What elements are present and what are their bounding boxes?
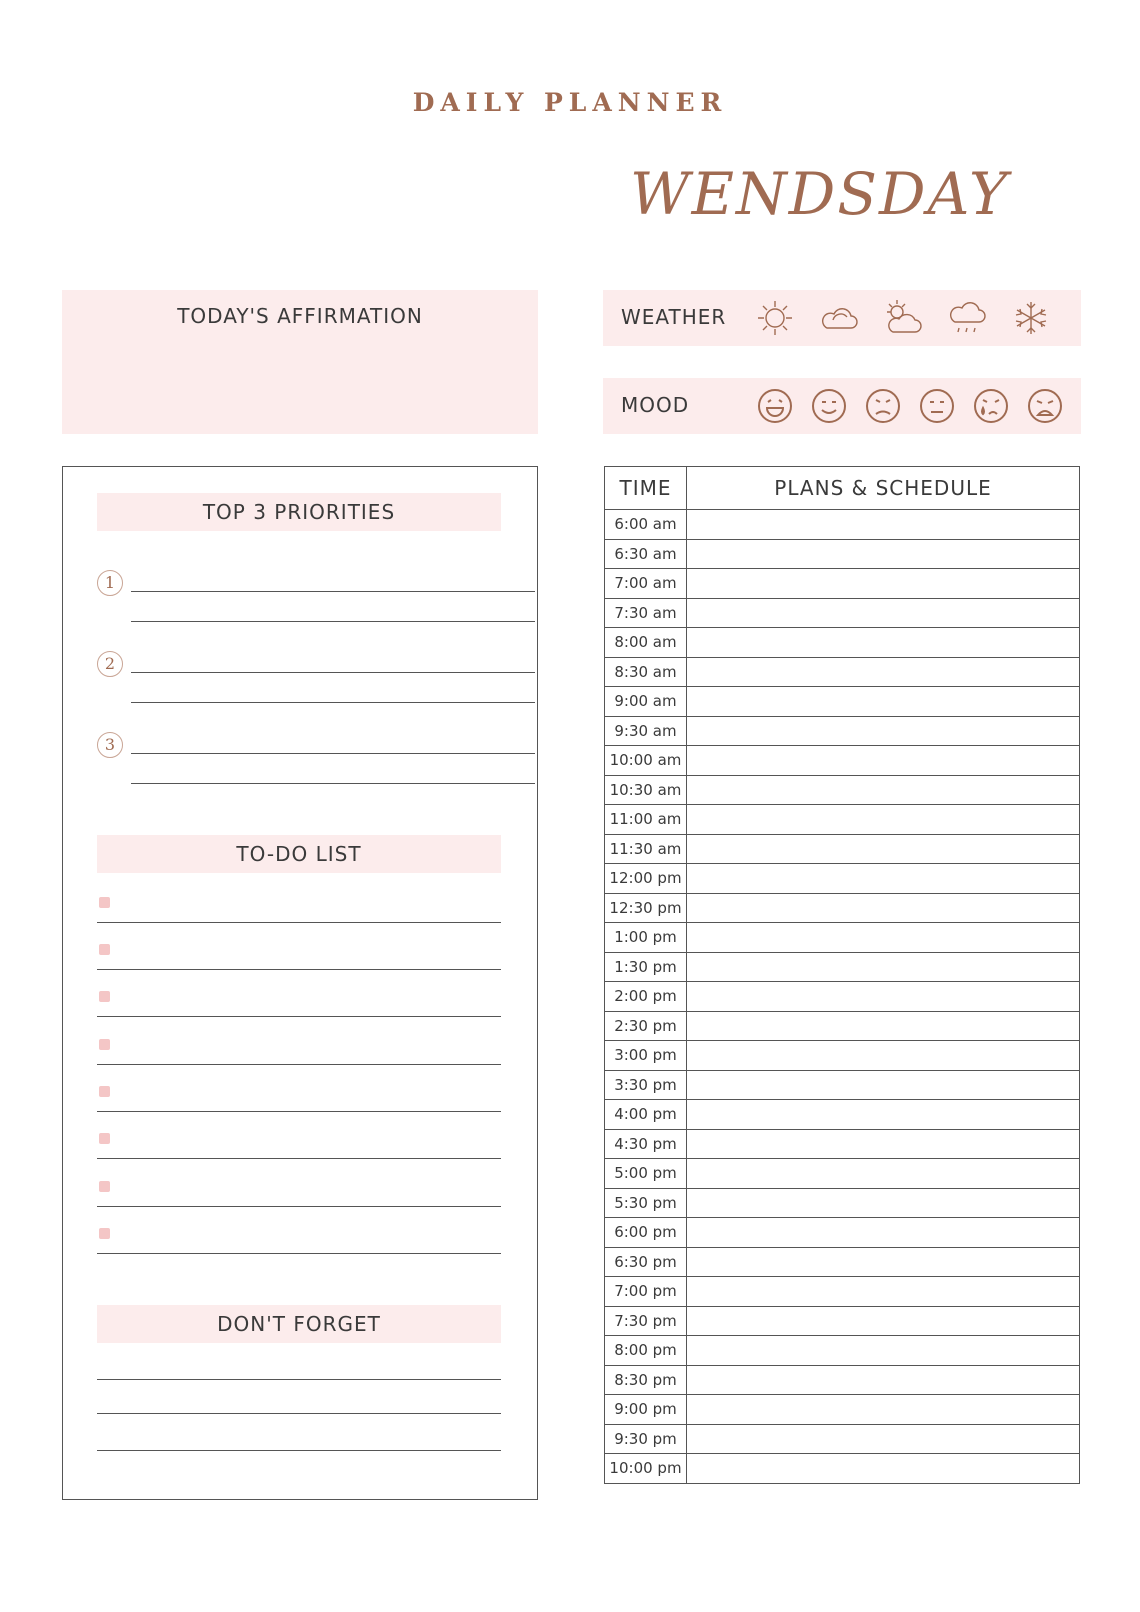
plan-cell[interactable] xyxy=(687,687,1080,717)
time-slot-label: 7:00 am xyxy=(605,569,687,599)
todo-checkbox[interactable] xyxy=(99,1181,110,1192)
weather-label: WEATHER xyxy=(621,305,727,329)
schedule-row xyxy=(605,539,1080,569)
plan-cell[interactable] xyxy=(687,657,1080,687)
time-slot-label: 2:00 pm xyxy=(605,982,687,1012)
plan-cell[interactable] xyxy=(687,952,1080,982)
plan-cell[interactable] xyxy=(687,1424,1080,1454)
plan-cell[interactable] xyxy=(687,539,1080,569)
schedule-row xyxy=(605,1247,1080,1277)
time-slot-label: 4:00 pm xyxy=(605,1100,687,1130)
plan-cell[interactable] xyxy=(687,1277,1080,1307)
sad-face-icon[interactable] xyxy=(861,384,905,428)
affirmation-label: TODAY'S AFFIRMATION xyxy=(177,304,423,328)
plan-cell[interactable] xyxy=(687,982,1080,1012)
schedule-row xyxy=(605,1070,1080,1100)
time-slot-label: 2:30 pm xyxy=(605,1011,687,1041)
time-slot-label: 5:30 pm xyxy=(605,1188,687,1218)
schedule-row xyxy=(605,1424,1080,1454)
plan-cell[interactable] xyxy=(687,1247,1080,1277)
schedule-row xyxy=(605,687,1080,717)
plan-cell[interactable] xyxy=(687,1395,1080,1425)
plan-cell[interactable] xyxy=(687,1336,1080,1366)
time-slot-label: 3:30 pm xyxy=(605,1070,687,1100)
plan-cell[interactable] xyxy=(687,1365,1080,1395)
weather-row xyxy=(603,290,1081,346)
schedule-row xyxy=(605,805,1080,835)
plan-cell[interactable] xyxy=(687,864,1080,894)
todo-line[interactable] xyxy=(97,1111,501,1112)
dont-forget-header xyxy=(97,1305,501,1343)
schedule-row xyxy=(605,1011,1080,1041)
plan-cell[interactable] xyxy=(687,1070,1080,1100)
plan-cell[interactable] xyxy=(687,1454,1080,1484)
cloud-icon[interactable] xyxy=(817,296,861,340)
priority-1-line-2[interactable] xyxy=(131,621,535,622)
time-slot-label: 9:30 pm xyxy=(605,1424,687,1454)
schedule-row xyxy=(605,775,1080,805)
schedule-row xyxy=(605,1395,1080,1425)
schedule-row xyxy=(605,864,1080,894)
time-slot-label: 8:00 pm xyxy=(605,1336,687,1366)
schedule-row xyxy=(605,510,1080,540)
crying-face-icon[interactable] xyxy=(969,384,1013,428)
time-slot-label: 6:00 am xyxy=(605,510,687,540)
schedule-row xyxy=(605,1277,1080,1307)
time-slot-label: 6:30 pm xyxy=(605,1247,687,1277)
time-slot-label: 11:00 am xyxy=(605,805,687,835)
time-slot-label: 10:00 pm xyxy=(605,1454,687,1484)
time-slot-label: 7:30 am xyxy=(605,598,687,628)
time-slot-label: 6:00 pm xyxy=(605,1218,687,1248)
priorities-label: TOP 3 PRIORITIES xyxy=(202,500,396,524)
time-slot-label: 8:00 am xyxy=(605,628,687,658)
todo-checkbox[interactable] xyxy=(99,1086,110,1097)
plan-cell[interactable] xyxy=(687,716,1080,746)
schedule-row xyxy=(605,569,1080,599)
plan-cell[interactable] xyxy=(687,1218,1080,1248)
todo-checkbox[interactable] xyxy=(99,1039,110,1050)
schedule-row xyxy=(605,952,1080,982)
priorities-header xyxy=(97,493,501,531)
day-name: WENDSDAY xyxy=(630,160,1010,228)
schedule-row xyxy=(605,1041,1080,1071)
time-slot-label: 4:30 pm xyxy=(605,1129,687,1159)
todo-label: TO-DO LIST xyxy=(236,842,362,866)
schedule-row xyxy=(605,657,1080,687)
plan-cell[interactable] xyxy=(687,893,1080,923)
priority-number-3: 3 xyxy=(97,732,123,758)
schedule-row xyxy=(605,1100,1080,1130)
priority-3-line-2[interactable] xyxy=(131,783,535,784)
dont-forget-line[interactable] xyxy=(97,1413,501,1414)
plans-header: PLANS & SCHEDULE xyxy=(687,467,1080,510)
schedule-table xyxy=(604,466,1080,1484)
plan-cell[interactable] xyxy=(687,746,1080,776)
priority-3-line-1[interactable] xyxy=(131,753,535,754)
time-slot-label: 10:00 am xyxy=(605,746,687,776)
plan-cell[interactable] xyxy=(687,628,1080,658)
smiling-face-icon[interactable] xyxy=(807,384,851,428)
todo-checkbox[interactable] xyxy=(99,944,110,955)
todo-line[interactable] xyxy=(97,1016,501,1017)
mood-row xyxy=(603,378,1081,434)
neutral-face-icon[interactable] xyxy=(915,384,959,428)
todo-line[interactable] xyxy=(97,1158,501,1159)
schedule-row xyxy=(605,1218,1080,1248)
schedule-row xyxy=(605,746,1080,776)
plan-cell[interactable] xyxy=(687,1041,1080,1071)
plan-cell[interactable] xyxy=(687,1011,1080,1041)
plan-cell[interactable] xyxy=(687,510,1080,540)
dont-forget-line[interactable] xyxy=(97,1379,501,1380)
time-slot-label: 5:00 pm xyxy=(605,1159,687,1189)
time-slot-label: 12:00 pm xyxy=(605,864,687,894)
todo-line[interactable] xyxy=(97,1206,501,1207)
priority-2-line-1[interactable] xyxy=(131,672,535,673)
time-slot-label: 12:30 pm xyxy=(605,893,687,923)
schedule-row xyxy=(605,982,1080,1012)
schedule-row xyxy=(605,923,1080,953)
schedule-row xyxy=(605,1306,1080,1336)
plan-cell[interactable] xyxy=(687,569,1080,599)
time-header: TIME xyxy=(605,467,687,510)
partly-cloudy-icon[interactable] xyxy=(881,296,925,340)
left-panel xyxy=(62,466,538,1500)
rain-icon[interactable] xyxy=(945,296,989,340)
plan-cell[interactable] xyxy=(687,1306,1080,1336)
plan-cell[interactable] xyxy=(687,923,1080,953)
todo-line[interactable] xyxy=(97,922,501,923)
schedule-row xyxy=(605,598,1080,628)
plan-cell[interactable] xyxy=(687,805,1080,835)
planner-title: DAILY PLANNER xyxy=(412,88,728,117)
priority-number-2: 2 xyxy=(97,651,123,677)
time-slot-label: 7:00 pm xyxy=(605,1277,687,1307)
time-slot-label: 10:30 am xyxy=(605,775,687,805)
time-slot-label: 9:00 pm xyxy=(605,1395,687,1425)
plan-cell[interactable] xyxy=(687,1188,1080,1218)
schedule-row xyxy=(605,628,1080,658)
time-slot-label: 8:30 am xyxy=(605,657,687,687)
schedule-row xyxy=(605,1365,1080,1395)
time-slot-label: 1:30 pm xyxy=(605,952,687,982)
plan-cell[interactable] xyxy=(687,598,1080,628)
plan-cell[interactable] xyxy=(687,1129,1080,1159)
priority-1-line-1[interactable] xyxy=(131,591,535,592)
todo-line[interactable] xyxy=(97,969,501,970)
time-slot-label: 6:30 am xyxy=(605,539,687,569)
angry-face-icon[interactable] xyxy=(1023,384,1067,428)
time-slot-label: 9:00 am xyxy=(605,687,687,717)
dont-forget-label: DON'T FORGET xyxy=(217,1312,381,1336)
plan-cell[interactable] xyxy=(687,1159,1080,1189)
schedule-row xyxy=(605,893,1080,923)
plan-cell[interactable] xyxy=(687,775,1080,805)
todo-header xyxy=(97,835,501,873)
todo-line[interactable] xyxy=(97,1253,501,1254)
plan-cell[interactable] xyxy=(687,1100,1080,1130)
priority-2-line-2[interactable] xyxy=(131,702,535,703)
todo-checkbox[interactable] xyxy=(99,1133,110,1144)
schedule-row xyxy=(605,1454,1080,1484)
sun-icon[interactable] xyxy=(753,296,797,340)
schedule-header-row xyxy=(605,467,1080,510)
schedule-row xyxy=(605,1129,1080,1159)
snowflake-icon[interactable] xyxy=(1009,296,1053,340)
schedule-row xyxy=(605,1336,1080,1366)
schedule-row xyxy=(605,834,1080,864)
time-slot-label: 1:00 pm xyxy=(605,923,687,953)
affirmation-box[interactable] xyxy=(62,290,538,434)
time-slot-label: 9:30 am xyxy=(605,716,687,746)
time-slot-label: 8:30 pm xyxy=(605,1365,687,1395)
schedule-row xyxy=(605,716,1080,746)
time-slot-label: 3:00 pm xyxy=(605,1041,687,1071)
mood-label: MOOD xyxy=(621,393,690,417)
laughing-face-icon[interactable] xyxy=(753,384,797,428)
todo-checkbox[interactable] xyxy=(99,991,110,1002)
todo-checkbox[interactable] xyxy=(99,897,110,908)
schedule-row xyxy=(605,1188,1080,1218)
time-slot-label: 7:30 pm xyxy=(605,1306,687,1336)
todo-line[interactable] xyxy=(97,1064,501,1065)
plan-cell[interactable] xyxy=(687,834,1080,864)
time-slot-label: 11:30 am xyxy=(605,834,687,864)
schedule-row xyxy=(605,1159,1080,1189)
priority-number-1: 1 xyxy=(97,570,123,596)
todo-checkbox[interactable] xyxy=(99,1228,110,1239)
dont-forget-line[interactable] xyxy=(97,1450,501,1451)
